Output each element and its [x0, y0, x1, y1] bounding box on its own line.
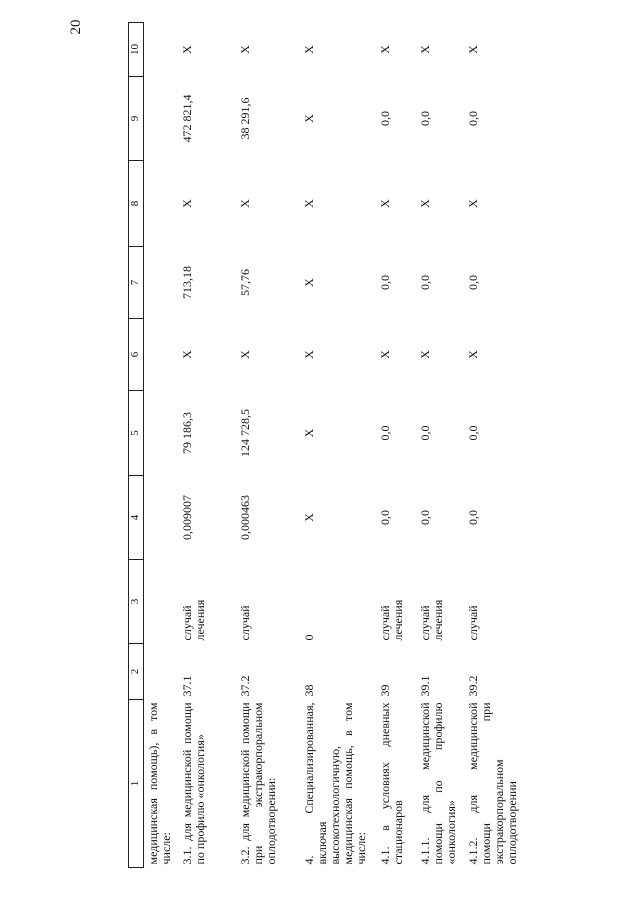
table-cell-col-3 [144, 560, 179, 644]
table-cell-col-5: X [302, 428, 316, 438]
column-header: 10 [129, 23, 144, 77]
table-cell-col-9: 472 821,4 [180, 94, 194, 143]
table-row [376, 23, 416, 868]
table-cell-col-3: случай [466, 605, 480, 641]
table-cell-col-10: X [378, 45, 392, 54]
table-cell-col-1: 3.1. для медицинской помощи по профилю «онкология» [180, 702, 207, 865]
table-cell-col-1: 4.1. в условиях дневных стационаров [378, 702, 405, 865]
table-row [464, 23, 522, 868]
table-cell-col-9: X [302, 114, 316, 123]
column-header: 6 [129, 319, 144, 391]
table-cell-col-3: случай лечения [418, 599, 445, 641]
table-cell-col-9: 0,0 [378, 111, 392, 126]
column-header: 7 [129, 247, 144, 319]
table-cell-col-7: 713,18 [180, 266, 194, 299]
table-cell-col-4: 0,009007 [180, 495, 194, 540]
table-cell-col-8: X [180, 199, 194, 208]
table-cell-col-10: X [180, 45, 194, 54]
rotated-table-container [128, 23, 522, 868]
table-cell-col-5: 0,0 [466, 425, 480, 441]
table-cell-col-2: 39.2 [466, 675, 480, 697]
table-cell-col-7: 0,0 [418, 275, 432, 290]
table-cell-col-8: X [466, 199, 480, 208]
table-cell-col-2: 37.1 [180, 675, 194, 697]
table-cell-col-10: X [466, 45, 480, 54]
table-cell-col-8: X [378, 199, 392, 208]
data-table [128, 22, 522, 868]
table-cell-col-6: X [302, 350, 316, 359]
table-cell-col-8: X [418, 199, 432, 208]
table-cell-col-2: 38 [302, 684, 316, 697]
table-cell-col-5: 0,0 [378, 425, 392, 441]
table-cell-col-1: 4.1.1. для медицинской помощи по профилю «онкология» [418, 702, 458, 865]
table-cell-col-10: X [302, 45, 316, 54]
table-cell-col-8: X [238, 199, 252, 208]
table-cell-col-9: 0,0 [418, 111, 432, 126]
table-cell-col-6: X [466, 350, 480, 359]
table-cell-col-8 [144, 161, 179, 247]
table-cell-col-3: случай лечения [378, 599, 405, 641]
table-cell-col-6: X [378, 350, 392, 359]
table-cell-col-4: 0,0 [418, 510, 432, 525]
page-number: 20 [68, 19, 84, 35]
table-cell-col-4: X [302, 513, 316, 522]
table-cell-col-2: 39 [378, 684, 392, 697]
table-cell-col-5: 79 186,3 [180, 412, 194, 454]
table-cell-col-10: X [238, 45, 252, 54]
table-cell-col-6: X [418, 350, 432, 359]
column-header: 4 [129, 476, 144, 560]
table-cell-col-4: 0,000463 [238, 495, 252, 540]
table-cell-col-4: 0,0 [378, 510, 392, 525]
table-cell-col-5 [144, 391, 179, 476]
table-row [236, 23, 300, 868]
table-cell-col-1: 4.1.2. для медицинской помощи при экстракорпоральном оплодотворении [466, 702, 519, 865]
table-cell-col-5: 0,0 [418, 425, 432, 441]
header-row [129, 23, 144, 868]
table-cell-col-4 [144, 476, 179, 560]
table-cell-col-3: случай лечения [180, 599, 207, 641]
table-cell-col-2: 37.2 [238, 675, 252, 697]
table-row [144, 23, 179, 868]
column-header: 5 [129, 391, 144, 476]
table-cell-col-2: 39.1 [418, 675, 432, 697]
table-body [144, 23, 523, 868]
table-cell-col-7 [144, 247, 179, 319]
table-cell-col-7: X [302, 278, 316, 287]
table-cell-col-8: X [302, 199, 316, 208]
table-cell-col-3: 0 [302, 634, 316, 641]
table-cell-col-10 [144, 23, 179, 77]
table-cell-col-9: 38 291,6 [238, 97, 252, 140]
table-cell-col-9 [144, 77, 179, 161]
column-header: 9 [129, 77, 144, 161]
table-row [300, 23, 376, 868]
table-cell-col-7: 0,0 [466, 275, 480, 290]
column-header: 1 [129, 700, 144, 868]
table-cell-col-1: медицинская помощь), в том числе: [146, 702, 173, 865]
table-cell-col-4: 0,0 [466, 510, 480, 525]
table-cell-col-10: X [418, 45, 432, 54]
table-cell-col-5: 124 728,5 [238, 409, 252, 457]
table-cell-col-9: 0,0 [466, 111, 480, 126]
table-cell-col-7: 57,76 [238, 269, 252, 296]
table-cell-col-1: 4. Специализированная, включая высокотехнологичную, медицинская помощь, в том числе: [302, 702, 368, 865]
column-header: 3 [129, 560, 144, 644]
table-cell-col-6 [144, 319, 179, 391]
table-cell-col-6: X [238, 350, 252, 359]
table-cell-col-2 [144, 644, 179, 700]
column-header: 8 [129, 161, 144, 247]
table-row [178, 23, 236, 868]
table-cell-col-1: 3.2. для медицинской помощи при экстракорпоральном оплодотворении: [238, 702, 278, 865]
column-header: 2 [129, 644, 144, 700]
table-cell-col-7: 0,0 [378, 275, 392, 290]
table-cell-col-3: случай [238, 605, 252, 641]
table-cell-col-6: X [180, 350, 194, 359]
table-row [416, 23, 464, 868]
